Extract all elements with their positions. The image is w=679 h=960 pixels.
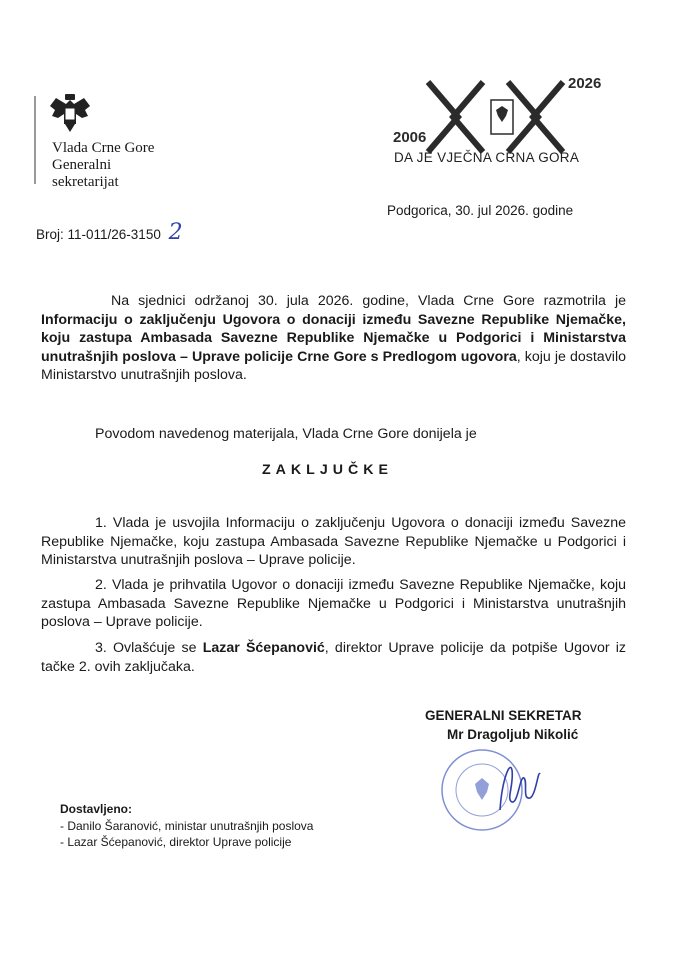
logo-year-right: 2026 [568,75,602,92]
distribution-heading: Dostavljeno: [60,802,133,816]
intro-text-c: , koju je dostavilo Ministarstvo unutrašnjih poslova. [41,348,626,384]
conclusion-item-3 [41,639,626,676]
conclusion-3-text-a: 3. Ovlašćuje se [95,640,203,656]
conclusion-1-text: 1. Vlada je usvojila Informaciju o zaključenju Ugovora o donaciji između Savezne Republike Njemačke, koju zastupa Ambasada Savezne Republike Njemačke u Podgorici i Ministarstva unutrašnjih poslova – Uprave policije. [41,515,626,569]
motto: DA JE VJEČNA CRNA GORA [394,150,580,165]
document-date: Podgorica, 30. jul 2026. godine [387,203,574,218]
issuer-line-1: Vlada Crne Gore [52,140,155,156]
distribution-item: - Lazar Šćepanović, direktor Uprave policije [60,835,292,849]
conclusion-item-2 [41,576,626,632]
signatory-name: Mr Dragoljub Nikolić [447,727,579,742]
intro-text-bold: Informaciju o zaključenju Ugovora o donaciji između Savezne Republike Njemačke, koju zastupa Ambasada Savezne Republike Njemačke u Podgorici i Ministarstva unutrašnjih poslova – Uprave policije Crne Gore s Predlogom ugovora [41,311,626,365]
issuer-block [52,140,154,191]
decision-intro [41,425,626,444]
distribution-item: - Danilo Šaranović, ministar unutrašnjih poslova [60,819,314,833]
conclusion-item-1 [41,514,626,570]
conclusion-3-text-c: , direktor Uprave policije da potpiše Ugovor iz tačke 2. ovih zaključaka. [41,640,626,675]
reference-number-text: Broj: 11-011/26-3150 [36,227,161,242]
intro-paragraph [41,292,626,385]
conclusions-heading: ZAKLJUČKE [262,462,393,478]
reference-number [36,220,183,245]
logo-year-left: 2006 [393,129,427,146]
conclusion-2-text: 2. Vlada je prihvatila Ugovor o donaciji između Savezne Republike Njemačke, koju zastupa Ambasada Savezne Republike Njemačke u Podgorici i Ministarstva unutrašnjih poslova – Uprave policije. [41,577,626,631]
handwritten-annotation: 2 [168,220,183,245]
decision-intro-text: Povodom navedenog materijala, Vlada Crne Gore donijela je [95,426,477,442]
distribution-list [60,818,313,850]
official-stamp-with-signature [440,740,555,840]
issuer-line-3: sekretarijat [52,174,119,190]
signatory-title: GENERALNI SEKRETAR [425,708,582,723]
conclusion-3-name: Lazar Šćepanović [202,640,325,656]
issuer-line-2: Generalni [52,157,112,173]
intro-text-a: Na sjednici održanoj 30. jula 2026. godine, Vlada Crne Gore razmotrila je [111,293,626,309]
